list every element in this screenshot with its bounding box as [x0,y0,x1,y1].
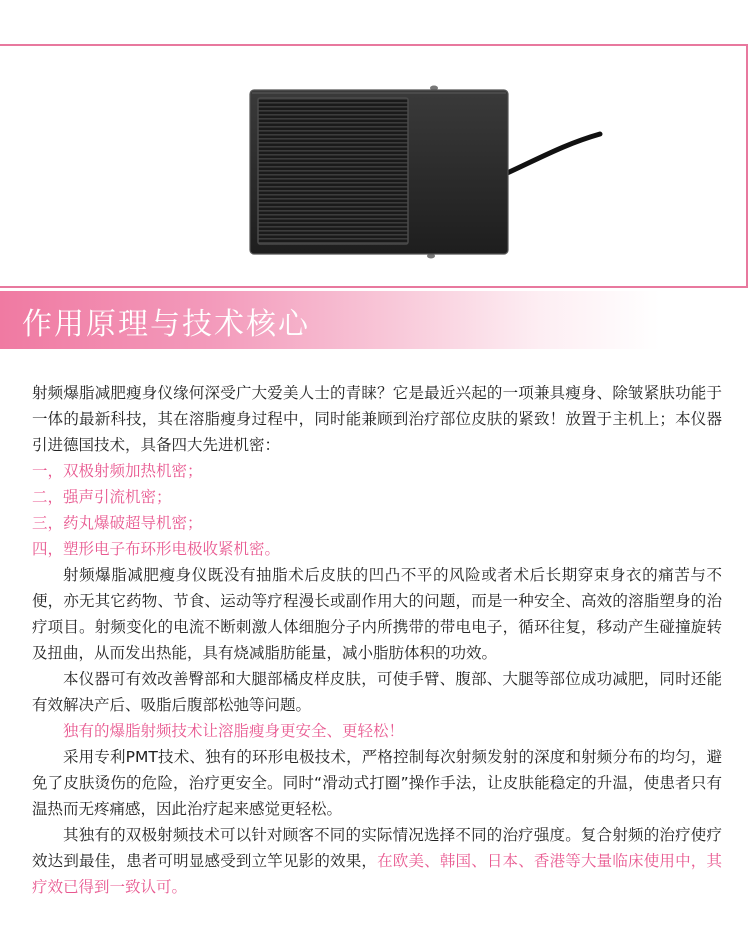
feature-item: 一，双极射频加热机密； [32,462,203,480]
body-paragraph-2: 本仪器可有效改善臀部和大腿部橘皮样皮肤，可使手臂、腹部、大腿等部位成功减肥，同时还能有效解决产后、吸脂后腹部松弛等问题。 [32,670,722,714]
feature-item: 三，药丸爆破超导机密； [32,514,203,532]
section-header-banner [0,291,750,349]
feature-item: 四，塑形电子布环形电极收紧机密。 [32,540,281,558]
efficacy-recognized-text: 其疗效已得到一致认可。 [32,852,722,896]
foot-pedal-switch-photo [0,46,746,286]
body-paragraph-3: 采用专利PMT技术、独有的环形电极技术，严格控制每次射频发射的深度和射频分布的均匀，避免了皮肤烫伤的危险，治疗更安全。同时“滑动式打圈”操作手法，让皮肤能稳定的升温，使患者只有温热而无疼痛感，因此治疗起来感觉更轻松。 [32,748,722,818]
article-body [32,380,722,900]
clinical-use-highlight: 在欧美、韩国、日本、香港等大量临床使用中， [377,852,707,870]
product-photo-frame [0,44,748,288]
body-paragraph-1: 射频爆脂减肥瘦身仪既没有抽脂术后皮肤的凹凸不平的风险或者术后长期穿束身衣的痛苦与不便，亦无其它药物、节食、运动等疗程漫长或副作用大的问题，而是一种安全、高效的溶脂塑身的治疗项目。射频变化的电流不断刺激人体细胞分子内所携带的带电电子，循环往复，移动产生碰撞旋转及扭曲，从而发出热能，具有烧减脂肪能量，减小脂肪体积的功效。 [32,566,722,662]
section-title: 作用原理与技术核心 [22,307,310,342]
feature-item: 二，强声引流机密； [32,488,172,506]
body-paragraph-4 [32,822,722,900]
body-paragraph-4-text: 其独有的双极射频技术可以针对顾客不同的实际情况选择不同的治疗强度。复合射频的治疗使疗效达到最佳，患者可明显感受到立竿见影的效果， [32,826,722,870]
intro-paragraph: 射频爆脂减肥瘦身仪缘何深受广大爱美人士的青睐？它是最近兴起的一项兼具瘦身、除皱紧肤功能于一体的最新科技，其在溶脂瘦身过程中，同时能兼顾到治疗部位皮肤的紧致！放置于主机上；本仪器引进德国技术，具备四大先进机密： [32,384,722,454]
highlight-line: 独有的爆脂射频技术让溶脂瘦身更安全、更轻松！ [63,722,405,740]
